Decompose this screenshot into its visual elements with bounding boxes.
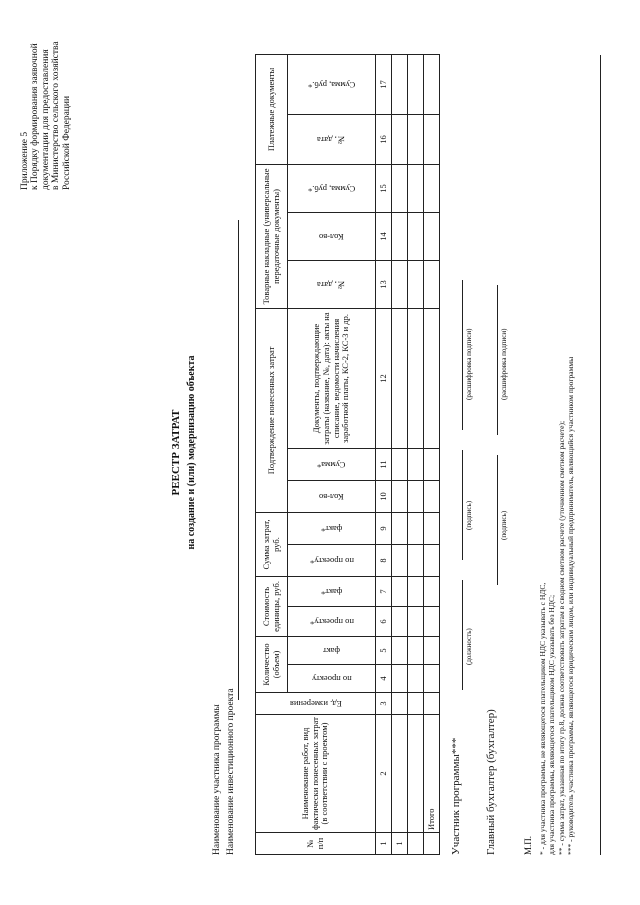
sub-header — [288, 212, 376, 260]
column-number: 10 — [376, 480, 392, 512]
table-cell — [392, 260, 408, 308]
sub-header-label: факт* — [320, 524, 343, 535]
table-cell — [408, 480, 424, 512]
table-cell — [408, 544, 424, 576]
table-cell — [392, 448, 408, 480]
sub-header — [288, 606, 376, 636]
table-cell — [392, 715, 408, 833]
sub-header — [288, 665, 376, 693]
col-unit-header — [256, 693, 376, 715]
table-cell — [408, 512, 424, 544]
decode-caption: (расшифровка подписи) — [465, 328, 473, 400]
column-number: 12 — [376, 308, 392, 448]
sub-header-label: Сумма, руб.* — [307, 184, 356, 195]
table-row — [392, 54, 408, 854]
column-number: 17 — [376, 54, 392, 114]
sub-header — [288, 260, 376, 308]
table-cell — [424, 606, 440, 636]
table-cell — [424, 512, 440, 544]
table-cell — [424, 54, 440, 114]
appendix-line: документации для предоставления — [40, 49, 51, 190]
column-number: 8 — [376, 544, 392, 576]
appendix-line: в Министерство сельского хозяйства — [51, 41, 62, 190]
signature-line — [462, 450, 463, 560]
table-cell — [424, 448, 440, 480]
sub-header-label: факт — [322, 646, 340, 657]
column-number: 6 — [376, 606, 392, 636]
table-cell — [392, 512, 408, 544]
sub-header-label: факт* — [320, 587, 343, 598]
col-price-header: Стоимость единицы, руб. — [256, 576, 288, 636]
column-number: 15 — [376, 164, 392, 212]
table-cell — [408, 715, 424, 833]
col-payment-header: Платежные документы — [256, 54, 288, 164]
table-cell — [408, 260, 424, 308]
column-number: 14 — [376, 212, 392, 260]
acc-signature-line — [497, 455, 498, 585]
accountant-signature-label: Главный бухгалтер (бухгалтер) — [485, 709, 497, 855]
table-cell — [408, 693, 424, 715]
sub-header — [288, 636, 376, 664]
decode-line — [462, 280, 463, 430]
table-cell — [392, 164, 408, 212]
footnote: *** - руководитель участника программы, являющегося юридическим лицом, или индивидуальный предприниматель, являющийся участником программы — [566, 356, 576, 855]
table-cell — [408, 606, 424, 636]
column-number: 3 — [376, 693, 392, 715]
column-number: 5 — [376, 636, 392, 664]
table-cell — [392, 114, 408, 164]
sub-header-label: по проекту* — [309, 556, 354, 567]
table-cell — [408, 833, 424, 855]
row-number-cell: 1 — [392, 833, 408, 855]
sub-header-label: Сумма* — [317, 460, 346, 471]
table-cell — [408, 576, 424, 606]
table-cell — [424, 636, 440, 664]
column-number-row — [376, 54, 392, 854]
table-cell — [424, 260, 440, 308]
costs-register-table — [255, 54, 440, 855]
table-cell — [408, 448, 424, 480]
signature-caption: (подпись) — [465, 500, 473, 530]
sub-header-label: по проекту — [311, 674, 352, 685]
total-row — [424, 54, 440, 854]
column-number: 16 — [376, 114, 392, 164]
column-number: 2 — [376, 715, 392, 833]
footnote: * - для участника программы, не являющегося плательщиком НДС указывать с НДС, — [538, 582, 547, 855]
table-cell — [392, 480, 408, 512]
sub-header-label: №, дата — [316, 280, 347, 291]
project-field-line — [238, 220, 239, 700]
sub-header-label: №, дата — [316, 135, 347, 146]
participant-signature-label: Участник программы*** — [450, 737, 462, 855]
position-line — [462, 580, 463, 690]
table-cell — [392, 636, 408, 664]
total-label: Итого — [424, 715, 440, 833]
table-cell — [408, 308, 424, 448]
bottom-divider — [600, 55, 601, 855]
table-cell — [408, 54, 424, 114]
col-name-header: Наименование работ, вид фактически понесенных затрат (в соответствии с проектом) — [256, 715, 376, 833]
table-cell — [392, 606, 408, 636]
appendix-line: к Порядку формирования заявочной — [30, 43, 41, 190]
stamp-placeholder: М.П. — [523, 835, 533, 855]
acc-signature-caption: (подпись) — [500, 510, 508, 540]
sub-header-label: Кол-во — [319, 232, 344, 243]
column-number: 11 — [376, 448, 392, 480]
table-cell — [408, 212, 424, 260]
table-cell — [392, 212, 408, 260]
table-cell — [424, 544, 440, 576]
col-unit-label: Ед. измерения — [289, 699, 342, 710]
column-number: 7 — [376, 576, 392, 606]
table-cell — [392, 693, 408, 715]
footnote: для участника программы, являющегося плательщиком НДС указывать без НДС; — [547, 594, 557, 855]
table-cell — [408, 164, 424, 212]
column-number: 1 — [376, 833, 392, 855]
table-cell — [408, 665, 424, 693]
col-qty-header: Количество (объем) — [256, 636, 288, 692]
col-sum-header: Сумма затрат, руб. — [256, 512, 288, 576]
table-cell — [424, 576, 440, 606]
table-cell — [424, 114, 440, 164]
table-cell — [424, 693, 440, 715]
table-cell — [408, 636, 424, 664]
footnote: ** - сумма затрат, указанная по итогу гр.8, должна соответствовать затратам в сводном сметном расчете (уточненном сметном расчете); — [556, 420, 566, 855]
table-row — [408, 54, 424, 854]
appendix-line: Российской Федерации — [61, 95, 72, 190]
column-number: 4 — [376, 665, 392, 693]
sub-header — [288, 576, 376, 606]
sub-header — [288, 164, 376, 212]
sub-header-label: Кол-во — [319, 492, 344, 503]
column-number: 13 — [376, 260, 392, 308]
table-cell — [424, 833, 440, 855]
acc-decode-caption: (расшифровка подписи) — [500, 328, 508, 400]
sub-header — [288, 480, 376, 512]
table-cell — [392, 665, 408, 693]
table-cell — [392, 308, 408, 448]
table-cell — [424, 665, 440, 693]
table-cell — [424, 212, 440, 260]
sub-header — [288, 512, 376, 544]
document-subtitle: на создание и (или) модернизацию объекта — [186, 355, 197, 550]
position-caption: (должность) — [465, 628, 473, 665]
table-cell — [392, 544, 408, 576]
table-cell — [424, 308, 440, 448]
participant-field-label: Наименование участника программы — [212, 704, 222, 855]
table-cell — [424, 164, 440, 212]
table-cell — [392, 576, 408, 606]
appendix-block — [20, 20, 72, 190]
document-title: РЕЕСТР ЗАТРАТ — [170, 409, 182, 496]
sub-header-label: Сумма, руб.* — [307, 80, 356, 91]
col-invoice-header: Товарные накладные (универсальные передаточные документы) — [256, 164, 288, 308]
table-cell — [392, 54, 408, 114]
appendix-line: Приложение 5 — [20, 131, 30, 190]
sub-header-label: по проекту* — [309, 617, 354, 628]
sub-header — [288, 448, 376, 480]
footnotes — [538, 35, 576, 855]
sub-header — [288, 114, 376, 164]
column-number: 9 — [376, 512, 392, 544]
table-cell — [408, 114, 424, 164]
sub-header — [288, 544, 376, 576]
project-field-label: Наименование инвестиционного проекта — [226, 688, 236, 855]
sub-header: Документы, подтверждающие затраты (название, №, дата): акты на списание, ведомости начисления заработной платы, КС-2, КС-3 и др. — [288, 308, 376, 448]
table-cell — [424, 480, 440, 512]
acc-decode-line — [497, 285, 498, 435]
col-number-header: № п/п — [256, 833, 376, 855]
col-confirm-header: Подтверждение понесенных затрат — [256, 308, 288, 512]
sub-header — [288, 54, 376, 114]
